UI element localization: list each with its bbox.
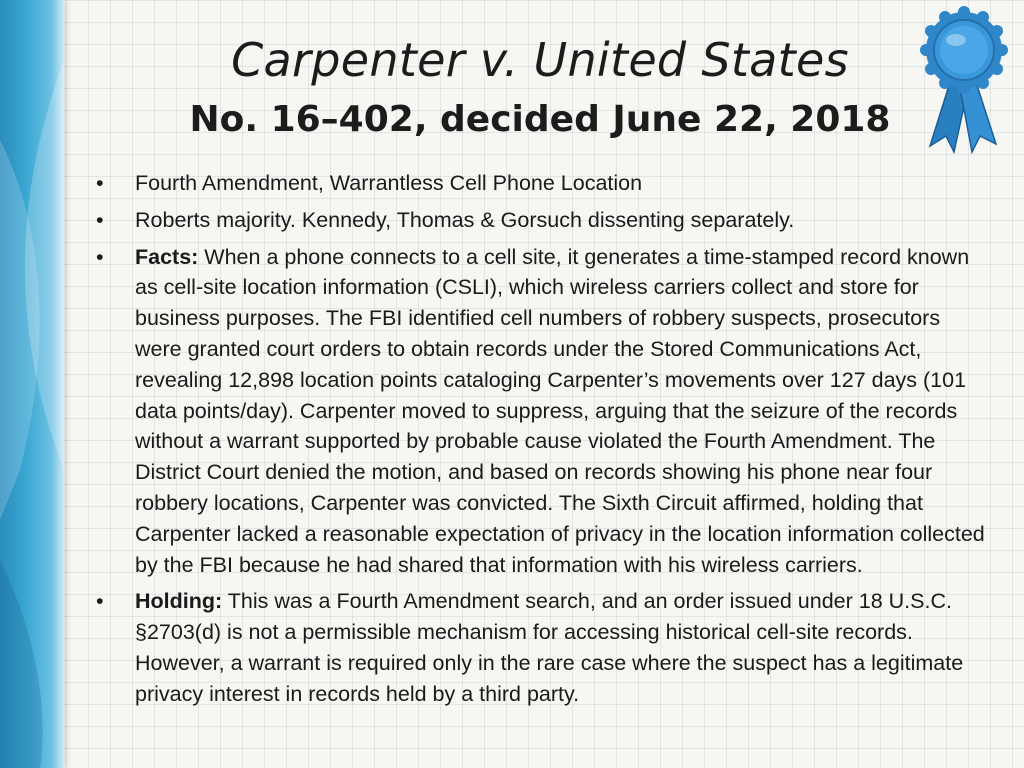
bullet-lead-facts: Facts:: [135, 244, 199, 269]
bullet-text: When a phone connects to a cell site, it generates a time-stamped record known as cell-site location information (CSLI), which wireless carriers collect and store for business purposes. The FBI identified cell numbers of robbery suspects, prosecutors were granted court orders to obtain records under the Stored Communications Act, revealing 12,898 location points cataloging Carpenter’s movements over 127 days (101 data points/day). Carpenter moved to suppress, arguing that the seizure of the records without a warrant supported by probable cause violated the Fourth Amendment. The District Court denied the motion, and based on records showing his phone near four robbery locations, Carpenter was convicted. The Sixth Circuit affirmed, holding that Carpenter lacked a reasonable expectation of privacy in the location information collected by the FBI because he had shared that information with his wireless carriers.: [135, 244, 985, 577]
bullet-item-holding: [92, 586, 992, 709]
bullet-text: This was a Fourth Amendment search, and an order issued under 18 U.S.C. §2703(d) is not a permissible mechanism for accessing historical cell-site records. However, a warrant is required only in the rare case where the suspect has a legitimate privacy interest in records held by a third party.: [135, 589, 964, 706]
bullet-item-topic: [92, 168, 992, 199]
left-decorative-band: [0, 0, 64, 768]
slide-subtitle: No. 16–402, decided June 22, 2018: [189, 99, 891, 140]
bullet-marker: •: [96, 207, 104, 232]
slide-title: Carpenter v. United States: [231, 33, 849, 87]
bullet-text: Roberts majority. Kennedy, Thomas & Gorsuch dissenting separately.: [135, 207, 795, 232]
title-block: [100, 30, 980, 146]
bullet-text: Fourth Amendment, Warrantless Cell Phone Location: [135, 171, 643, 195]
bullet-item-justices: [92, 205, 992, 236]
bullet-marker: •: [96, 589, 104, 614]
bullet-lead-holding: Holding:: [135, 589, 223, 614]
bullet-list: [92, 168, 992, 716]
bullet-marker: •: [96, 171, 104, 195]
bullet-marker: •: [96, 244, 104, 269]
bullet-item-facts: [92, 242, 992, 581]
band-swoosh-decoration: [0, 0, 64, 768]
